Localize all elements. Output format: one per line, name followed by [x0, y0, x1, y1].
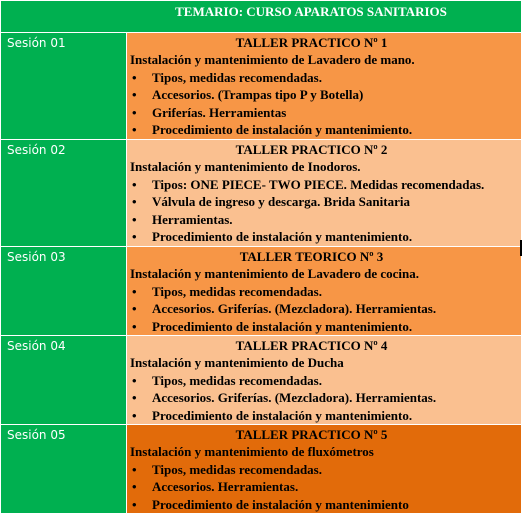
session-content — [127, 425, 522, 514]
topic-item: • Procedimiento de instalación y mantenimiento — [152, 496, 521, 513]
topic-item: • Procedimiento de instalación y mantenimiento. — [152, 318, 521, 335]
session-label: Sesión 01 — [1, 33, 127, 140]
topic-item: • Procedimiento de instalación y mantenimiento. — [152, 228, 521, 245]
session-content — [127, 33, 522, 140]
topic-item: • Procedimiento de instalación y mantenimiento. — [152, 121, 521, 138]
session-row-3 — [1, 247, 522, 336]
workshop-title: TALLER PRACTICO Nº 1 — [235, 35, 388, 50]
session-label: Sesión 03 — [1, 247, 127, 336]
session-label: Sesión 02 — [1, 140, 127, 247]
title-row — [1, 1, 522, 33]
topic-item: • Accesorios. (Trampas tipo P y Botella) — [152, 86, 521, 103]
workshop-title: TALLER PRACTICO Nº 5 — [235, 427, 388, 443]
topic-list — [130, 372, 521, 424]
workshop-subtitle: Instalación y mantenimiento de Inodoros. — [130, 159, 361, 175]
topic-item: • Tipos, medidas recomendadas. — [152, 283, 521, 300]
workshop-subtitle: Instalación y mantenimiento de Ducha — [130, 355, 344, 371]
topic-item: • Accesorios. Griferías. (Mezcladora). Herramientas. — [152, 300, 521, 317]
topic-item: • Herramientas. — [152, 211, 521, 228]
topic-item: • Accesorios. Herramientas. — [152, 478, 521, 495]
workshop-subtitle: Instalación y mantenimiento de Lavadero de mano. — [130, 52, 415, 68]
topic-item: • Tipos, medidas recomendadas. — [152, 461, 521, 478]
session-content — [127, 247, 522, 336]
workshop-subtitle: Instalación y mantenimiento de Lavadero de cocina. — [130, 266, 420, 282]
topic-list — [130, 461, 521, 513]
text-cursor-marker — [520, 240, 522, 256]
session-content — [127, 140, 522, 247]
workshop-title: TALLER PRACTICO Nº 4 — [235, 338, 388, 354]
topic-list — [130, 176, 521, 246]
topic-item: • Procedimiento de instalación y mantenimiento. — [152, 407, 521, 424]
session-row-1 — [1, 33, 522, 140]
topic-item: • Tipos, medidas recomendadas. — [152, 69, 521, 86]
session-row-2 — [1, 140, 522, 247]
topic-item: • Tipos: ONE PIECE- TWO PIECE. Medidas recomendadas. — [152, 176, 521, 193]
session-row-4 — [1, 336, 522, 425]
topic-list — [130, 69, 521, 139]
topic-item: • Accesorios. Griferías. (Mezcladora). Herramientas. — [152, 389, 521, 406]
topic-item: • Tipos, medidas recomendadas. — [152, 372, 521, 389]
session-label: Sesión 04 — [1, 336, 127, 425]
session-content — [127, 336, 522, 425]
topic-list — [130, 283, 521, 335]
topic-item: • Griferías. Herramientas — [152, 104, 521, 121]
workshop-title: TALLER TEORICO Nº 3 — [239, 249, 384, 264]
workshop-title: TALLER PRACTICO Nº 2 — [235, 142, 388, 157]
table-title: TEMARIO: CURSO APARATOS SANITARIOS — [1, 1, 522, 33]
workshop-subtitle: Instalación y mantenimiento de fluxómetros — [130, 444, 374, 460]
session-row-5 — [1, 425, 522, 514]
topic-item: • Válvula de ingreso y descarga. Brida Sanitaria — [152, 193, 521, 210]
session-label: Sesión 05 — [1, 425, 127, 514]
